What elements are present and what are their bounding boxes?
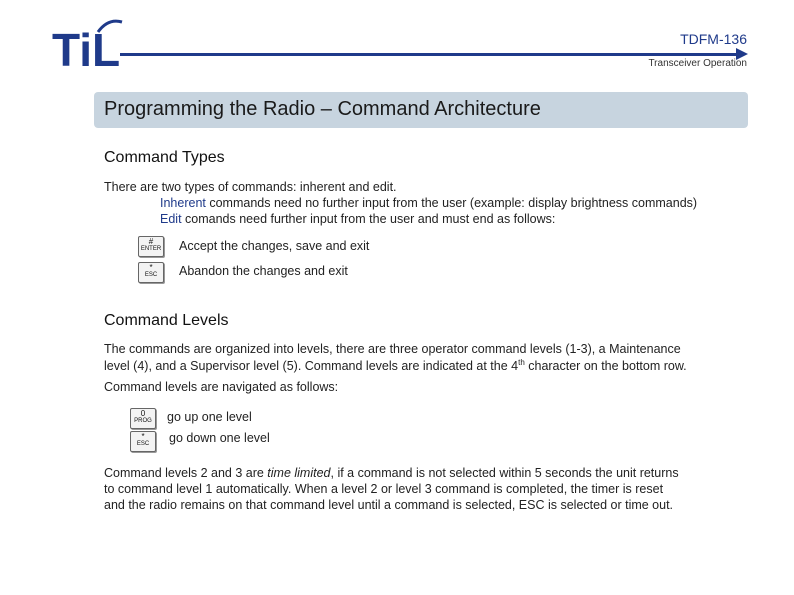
esc-key-label: Abandon the changes and exit	[179, 264, 348, 278]
levels-para1-line2: level (4), and a Supervisor level (5). Command levels are indicated at the 4th character on the bottom row.	[104, 358, 687, 374]
document-subtitle: Transceiver Operation	[648, 58, 747, 69]
edit-description: Edit comands need further input from the user and must end as follows:	[160, 212, 556, 226]
go-up-label: go up one level	[167, 410, 252, 424]
types-intro: There are two types of commands: inherent and edit.	[104, 180, 397, 194]
edit-term: Edit	[160, 212, 182, 226]
nav-intro: Command levels are navigated as follows:	[104, 380, 339, 394]
esc-key-icon: * ESC	[138, 262, 164, 283]
prog-key-icon: 0 PROG	[130, 408, 156, 429]
page-title: Programming the Radio – Command Architecture	[104, 98, 541, 120]
enter-key-label: Accept the changes, save and exit	[179, 239, 370, 253]
levels-para2-line2: to command level 1 automatically. When a level 2 or level 3 command is completed, the timer is reset	[104, 482, 664, 496]
esc-key-icon: * ESC	[130, 431, 156, 452]
levels-para2-line3: and the radio remains on that command level until a command is selected, ESC is selected or time out.	[104, 498, 674, 512]
enter-key-icon: # ENTER	[138, 236, 164, 257]
inherent-term: Inherent	[160, 196, 206, 210]
document-code: TDFM-136	[680, 31, 747, 47]
heading-command-levels: Command Levels	[104, 312, 229, 329]
header-rule	[120, 53, 738, 56]
levels-para1-line1: The commands are organized into levels, there are three operator command levels (1-3), a Maintenance	[104, 342, 681, 356]
heading-command-types: Command Types	[104, 149, 225, 166]
go-down-label: go down one level	[169, 431, 270, 445]
til-logo	[50, 14, 150, 78]
inherent-description: Inherent commands need no further input from the user (example: display brightness commands)	[160, 196, 698, 210]
logo-text: TiL	[52, 24, 121, 76]
levels-para2-line1: Command levels 2 and 3 are time limited, if a command is not selected within 5 seconds the unit returns	[104, 466, 679, 480]
